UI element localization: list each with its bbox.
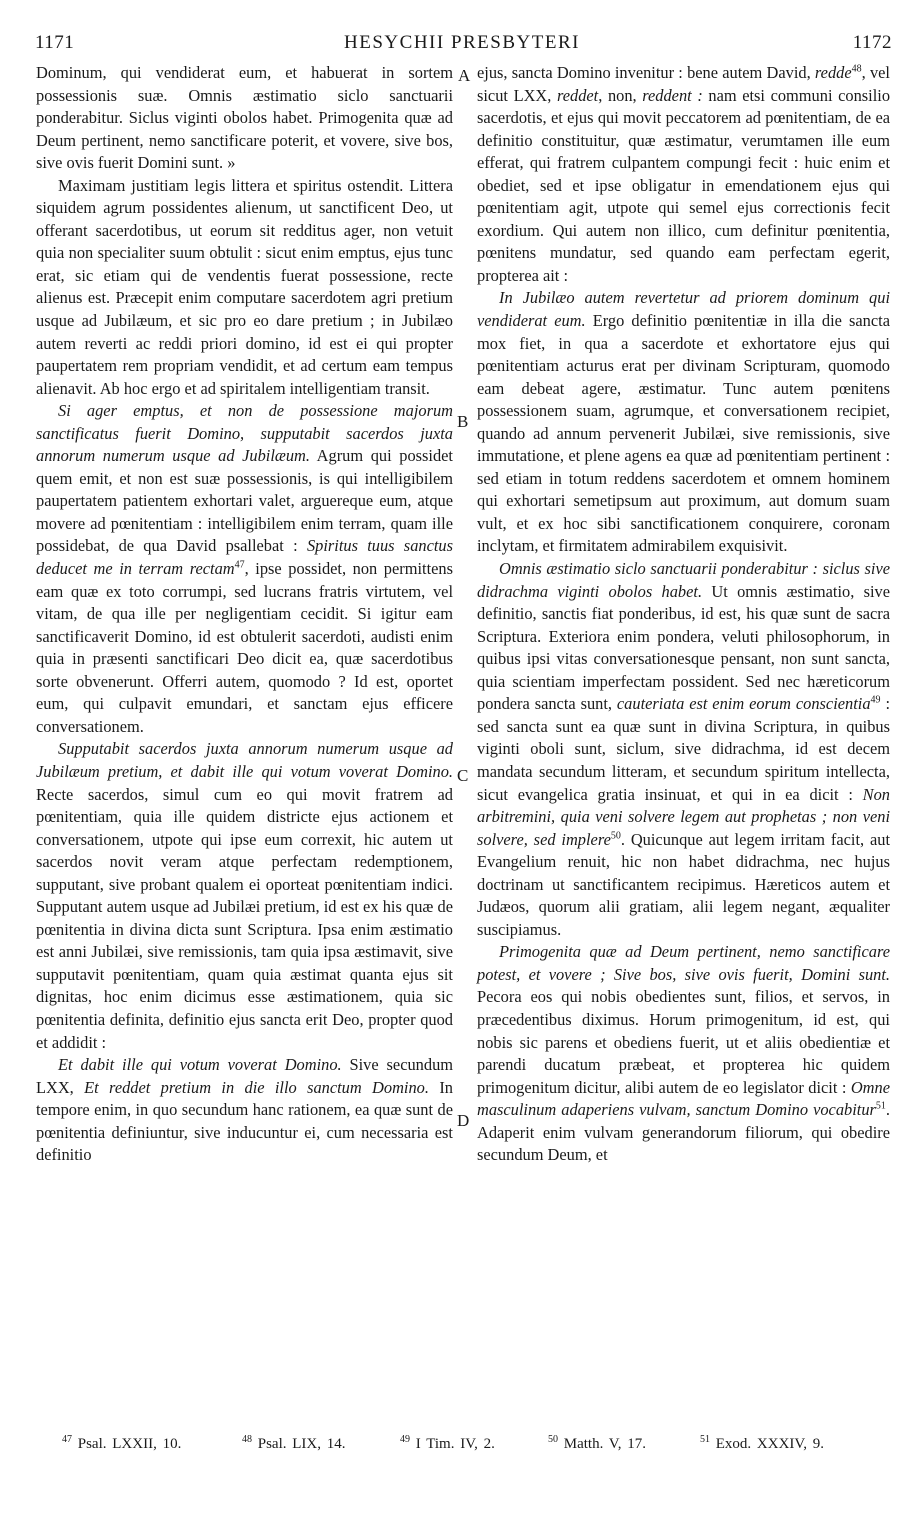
- lemma-text: reddet: [556, 85, 599, 105]
- footnote: [400, 1436, 495, 1453]
- lemma-text: Et dabit ille qui votum voverat Domino.: [58, 1055, 342, 1075]
- body-text: ejus, sancta Domino invenitur : bene autem David,: [477, 63, 815, 82]
- lemma-text: Non arbitremini, quia veni solvere legem aut prophetas ; non veni solvere, sed implere: [477, 784, 890, 849]
- lemma-text: Si ager emptus, et non de possessione majorum sanctificatus fuerit Domino, supputabit sacerdos juxta annorum numerum usque ad Jubilæum.: [36, 401, 453, 466]
- lemma-text: Primogenita quæ ad Deum pertinent, nemo sanctificare potest, et vovere ; Sive bos, sive ovis fuerit, Domini sunt.: [477, 942, 890, 984]
- paragraph: [36, 1054, 453, 1167]
- paragraph: [36, 175, 453, 400]
- lemma-text: reddent :: [642, 85, 703, 105]
- footnote-ref-mark: 51: [875, 1100, 886, 1112]
- lemma-text: Et reddet pretium in die illo sanctum Domino.: [84, 1077, 429, 1097]
- lemma-text: Supputabit sacerdos juxta annorum numerum usque ad Jubilæum pretium, et dabit ille qui votum voverat Domino.: [36, 739, 453, 781]
- paragraph: [36, 62, 453, 175]
- margin-marker-a: A: [458, 66, 471, 85]
- lemma-text: cauteriata est enim eorum conscientia: [616, 694, 871, 714]
- paragraph: [36, 400, 453, 738]
- footnote-ref: Matth. V, 17.: [563, 1436, 646, 1452]
- footnote-number: 51: [700, 1434, 710, 1445]
- paragraph: [36, 738, 453, 1054]
- body-text: , vel sicut LXX,: [477, 63, 890, 105]
- footnote-number: 47: [62, 1434, 72, 1445]
- footnote: [548, 1436, 646, 1453]
- running-title: HESYCHII PRESBYTERI: [344, 32, 580, 53]
- footnote-number: 50: [548, 1434, 558, 1445]
- margin-marker-c: C: [457, 766, 469, 785]
- footnote: [700, 1436, 824, 1453]
- body-text: Ergo definitio pœnitentiæ in illa die sancta mox fiet, in qua a sacerdote et exhortatore ejus qui pœnitentiam acturus erat per divinam Scripturam, quomodo eam debeat agere, æstimatur. Tunc autem pœnitens possessionem suam, agrumque, et conversationem recipiet, quando ad annum pervenerit Jubilæi, sive remissionis, sive immutatione, et plene agens ea quæ ad pœnitentiam pertinent : sed etiam in totum reddens sacerdotem et omnem hominem qui exhortari semetipsum aut proximum, aut domum suam vult, et ex hoc sibi sanctificationem conquirere, coronam inclytam, et firmitatem admirabilem exquisivit.: [477, 311, 890, 556]
- footnote-ref: Psal. LXXII, 10.: [77, 1436, 182, 1452]
- lemma-text: Omnis æstimatio siclo sanctuarii ponderabitur : siclus sive didrachma viginti obolos habet.: [477, 559, 890, 601]
- footnote-ref: I Tim. IV, 2.: [415, 1436, 495, 1452]
- body-text: In tempore enim, in quo secundum hanc rationem, ea quæ sunt de pœnitentia definiuntur, sive inducuntur ei, cum necessaria est definitio: [36, 1077, 453, 1165]
- body-text: Maximam justitiam legis littera et spiritus ostendit. Littera siquidem agrum possidentes alienum, ut sanctificent Deo, ut offerant sacerdotibus, ut eorum sit redditus ager, non vetuit quia non specialiter suum obtulit : sicut enim emptus, ejus tunc erat, sic etiam qui de vendentis fuerat possessione, recte alienus est. Præcepit enim computare sacerdotem agri pretium usque ad Jubilæum, et sic pro eo dare pretium ; in Jubilæo autem reverti ac reddi priori domino, id est ei qui propter paupertatem rem propriam vendidit, et ad certum eam tempus alienavit. Ab hoc ergo et ad spiritalem intelligentiam transit.: [36, 175, 453, 398]
- body-text: Recte sacerdos, simul cum eo qui movit fratrem ad pœnitentiam, quia ille quidem districte ejus actionem et conversationem, utpote qui ipse eum correxit, hic autem ut sacerdos novit veram atque perfectam redemptionem, supputant, sive probant qualem ei oporteat pœnitentiam indici. Supputant autem usque ad Jubilæi pretium, id est ex his quæ de pœnitentia in divina dicta sunt Scriptura. Ipsa enim æstimatio est anni Jubilæi, sive remissionis, tam quia ipsa æstimavit, sive supputavit pœnitentiam, quam quia æstimat quanta ejus sit dignitas, hoc enim dicimus esse æstimationem, quia sic pœnitentia definita, definitio ejus sancta erit Deo, propter quod et addidit :: [36, 784, 453, 1052]
- page-header: [0, 32, 924, 60]
- footnote-ref: Exod. XXXIV, 9.: [715, 1436, 825, 1452]
- body-text: : sed sancta sunt ea quæ sunt in divina Scriptura, in quibus viginti oboli sunt, siclum, sive didrachma, id est decem mandata secundum litteram, et secundum spiritum intellecta, sicut evangelica gratia insinuat, et qui in ea dicit :: [477, 694, 890, 804]
- footnote-ref-mark: 50: [610, 830, 621, 842]
- body-text: , ipse possidet, non permittens eam quæ ex toto corrumpi, sed lucrans fratris virtutem, vel vitam, de qua ille per negligentiam cecidit. Si igitur eam sanctificaverit Domino, id est obtulerit sacerdoti, audisti enim quia in præsenti sanctificari Deo dicit ea, quæ sacerdotibus sorte obvenerunt. Offerri autem, quomodo ? Id est, oportet eum, qui culpavit emundari, et sanctam ejus efficere conversationem.: [36, 559, 453, 736]
- lemma-text: redde: [814, 63, 852, 82]
- footnote-number: 48: [242, 1434, 252, 1445]
- footnote-ref-mark: 49: [870, 694, 881, 706]
- footnote: [242, 1436, 346, 1453]
- page-number-right: 1172: [852, 32, 892, 53]
- margin-marker-b: B: [457, 412, 469, 431]
- paragraph: [477, 558, 890, 941]
- footnote-ref-mark: 48: [851, 63, 862, 75]
- lemma-text: In Jubilæo autem revertetur ad priorem dominum qui vendiderat eum.: [477, 288, 890, 331]
- body-text: . Quicunque aut legem irritam facit, aut Evangelium renuit, hic non habet didrachma, nec hujus doctrinam ut sanctificantem recipimus. Hæreticos autem et Judæos, quorum alii gratiam, alii legem negant, æqualiter suscipiamus.: [477, 829, 891, 939]
- lemma-text: Spiritus tuus sanctus deducet me in terram rectam: [36, 536, 453, 579]
- footnote-ref-mark: 47: [234, 559, 245, 571]
- body-text: Dominum, qui vendiderat eum, et habuerat in sortem possessionis suæ. Omnis æstimatio siclo sanctuarii ponderabitur. Siclus viginti obolos habet. Primogenita quæ ad Deum pertinent, nemo sanctificare poterit, et vovere, sive bos, sive ovis fuerit Domini sunt. »: [36, 63, 453, 173]
- body-text: . Adaperit enim vulvam generandorum filiorum, qui obedire secundum Deum, et: [477, 1100, 890, 1165]
- footnote: [62, 1436, 181, 1453]
- lemma-text: Omne masculinum adaperiens vulvam, sanctum Domino vocabitur: [477, 1077, 890, 1120]
- right-column: [477, 62, 890, 1167]
- paragraph: [477, 941, 890, 1166]
- body-text: Sive secundum LXX,: [36, 1055, 454, 1097]
- body-text: Pecora eos qui nobis obedientes sunt, filios, et servos, in præcedentibus diximus. Horum primogenitum, id est, qui nobis sic parens et obediens fuerit, ut et aliis obedientiæ et parendi ducatum præbeat, et propterea hic quidem primogenitum dicitur, alibi autem de eo legislator dicit :: [477, 987, 890, 1097]
- left-column: [36, 62, 453, 1167]
- body-text: , non,: [598, 85, 643, 105]
- body-text: Agrum qui possidet quem emit, et non est suæ possessionis, is qui intelligibilem paupertatem patientem exhortari valet, arguereque eum, atque movere ad pœnitentiam : intelligibilem enim terram, quam ille possidebat, de qua David psallebat :: [36, 446, 453, 556]
- paragraph: [477, 287, 890, 558]
- margin-marker-d: D: [457, 1111, 470, 1130]
- paragraph: [477, 62, 890, 287]
- footnote-number: 49: [400, 1434, 410, 1445]
- page-number-left: 1171: [35, 32, 75, 53]
- body-text: Ut omnis æstimatio, sive definitio, sanctis fiat ponderibus, id est, his quæ sunt de sacra Scriptura. Exteriora enim pondera, veluti philosophorum, in quibus ipsi vitas conversationesque pensant, non sunt sancta, quia scientiam imperfectam possident. Sed nec hæreticorum pondera sancta sunt,: [477, 581, 891, 714]
- footnote-ref: Psal. LIX, 14.: [257, 1436, 346, 1452]
- body-text: nam etsi communi consilio sacerdotis, et ejus qui movit peccatorem ad pœnitentiam, de ea definitio constituitur, quæ æstimatur, verumtamen ille eum efferat, qui fratrem culpantem compungi fecit : huic enim et obediet, sed et ipse obligatur in emendationem ejus qui pœnitentiam agit, utpote qui semel ejus correctionis fecit exordium. Qui autem non illico, cum definitur pœnitentia, pœnitens mundatur, sed quando eam perfectam egerit, propterea ait :: [477, 85, 891, 285]
